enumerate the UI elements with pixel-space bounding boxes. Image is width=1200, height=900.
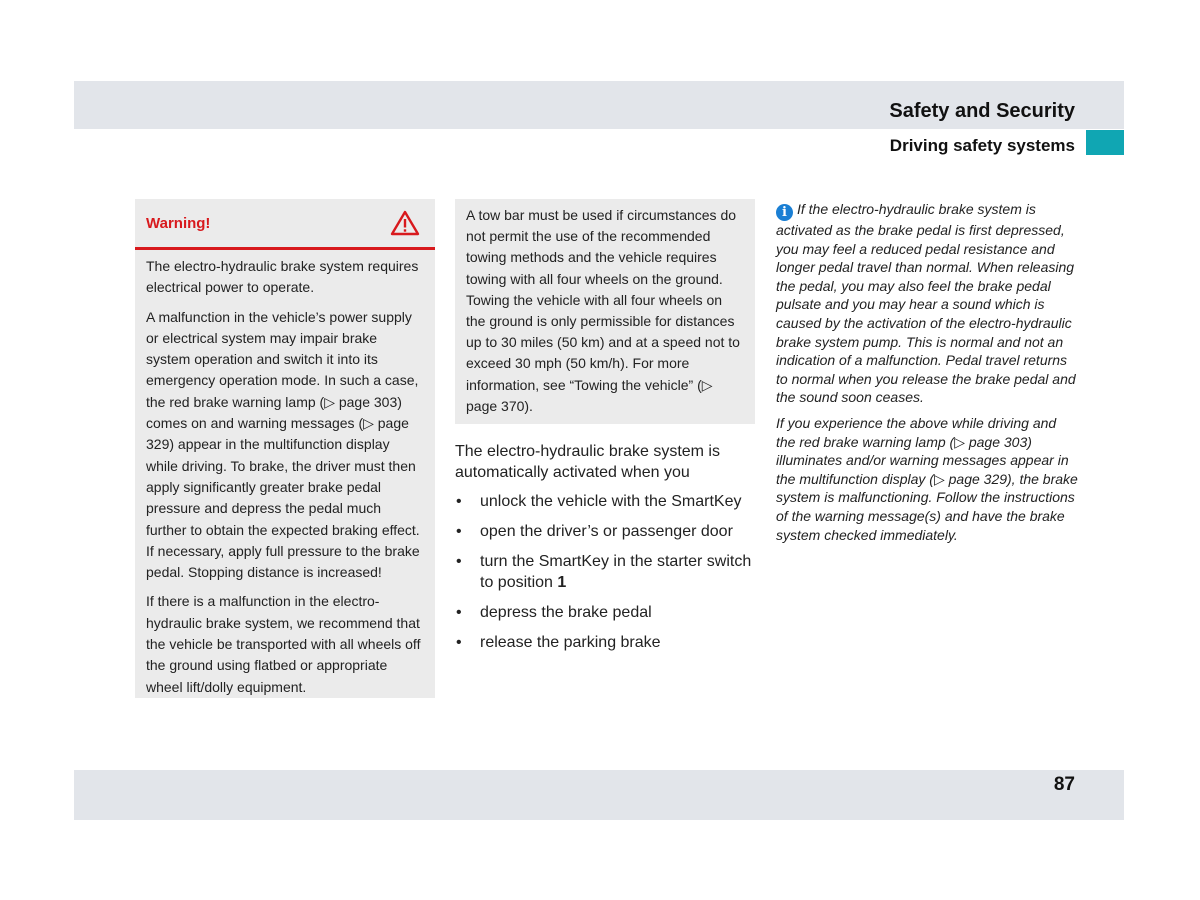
list-item bbox=[455, 491, 757, 512]
warning-paragraph: The electro-hydraulic brake system requires electrical power to operate. bbox=[146, 258, 419, 296]
bullet-icon: • bbox=[456, 604, 462, 621]
page-number: 87 bbox=[1053, 774, 1075, 795]
activation-section bbox=[455, 441, 757, 662]
list-item bbox=[455, 521, 757, 542]
list-item-text: turn the SmartKey in the starter switch to position bbox=[480, 553, 752, 591]
info-note bbox=[776, 200, 1078, 551]
warning-triangle-icon bbox=[390, 210, 420, 236]
section-title: Safety and Security bbox=[889, 100, 1075, 122]
list-item-text: depress the brake pedal bbox=[480, 604, 652, 621]
starter-position-number: 1 bbox=[557, 574, 567, 591]
info-icon: i bbox=[776, 204, 793, 221]
bullet-icon: • bbox=[456, 634, 462, 651]
warning-body bbox=[135, 250, 435, 698]
list-item-text: unlock the vehicle with the SmartKey bbox=[480, 493, 742, 510]
info-paragraph bbox=[776, 200, 1078, 407]
warning-box bbox=[135, 199, 435, 698]
bullet-icon: • bbox=[456, 553, 462, 570]
bullet-icon: • bbox=[456, 493, 462, 510]
tow-bar-note-box bbox=[455, 199, 755, 424]
section-tab-marker bbox=[1086, 130, 1124, 155]
list-item bbox=[455, 551, 757, 593]
list-item-text: open the driver’s or passenger door bbox=[480, 523, 733, 540]
bullet-icon: • bbox=[456, 523, 462, 540]
tow-bar-note-text: A tow bar must be used if circumstances do not permit the use of the recommended towing methods and the vehicle requires towing with all four wheels on the ground. Towing the vehicle with all four wheels on the ground is only permissible for distances up to 30 miles (50 km) and at a speed not to exceed 30 mph (50 km/h). For more information, see “Towing the vehicle” (▷ page 370). bbox=[466, 207, 740, 414]
activation-intro: The electro-hydraulic brake system is automatically activated when you bbox=[455, 443, 720, 481]
warning-paragraph: If there is a malfunction in the electro-hydraulic brake system, we recommend that the vehicle be transported with all wheels off the ground using flatbed or appropriate wheel lift/dolly equipment. bbox=[146, 593, 421, 695]
subsection-title: Driving safety systems bbox=[889, 136, 1075, 155]
warning-header bbox=[135, 199, 435, 250]
info-paragraph-text: If the electro-hydraulic brake system is activated as the brake pedal is first depressed, you may feel a reduced pedal resistance and longer pedal travel than normal. When releasing the pedal, you may also feel the brake pedal pulsate and you may hear a sound which is caused by the activation of the electro-hydraulic brake system pump. This is normal and not an indication of a malfunction. Pedal travel returns to normal when you release the brake pedal and the sound soon ceases. bbox=[776, 201, 1076, 406]
footer-band bbox=[74, 770, 1124, 820]
activation-list bbox=[455, 491, 757, 653]
list-item bbox=[455, 632, 757, 653]
info-paragraph: If you experience the above while driving and the red brake warning lamp (▷ page 303) illuminates and/or warning messages appear in the multifunction display (▷ page 329), the brake system is malfunctioning. Follow the instructions of the warning message(s) and have the brake system checked immediately. bbox=[776, 414, 1078, 543]
list-item-text: release the parking brake bbox=[480, 634, 661, 651]
warning-paragraph: A malfunction in the vehicle’s power supply or electrical system may impair brake system operation and switch it into its emergency operation mode. In such a case, the red brake warning lamp (▷ page 303) comes on and warning messages (▷ page 329) appear in the multifunction display while driving. To brake, the driver must then apply significantly greater brake pedal pressure and depress the pedal much further to obtain the expected braking effect. If necessary, apply full pressure to the brake pedal. Stopping distance is increased! bbox=[146, 308, 420, 581]
list-item bbox=[455, 602, 757, 623]
warning-title: Warning! bbox=[146, 215, 211, 232]
